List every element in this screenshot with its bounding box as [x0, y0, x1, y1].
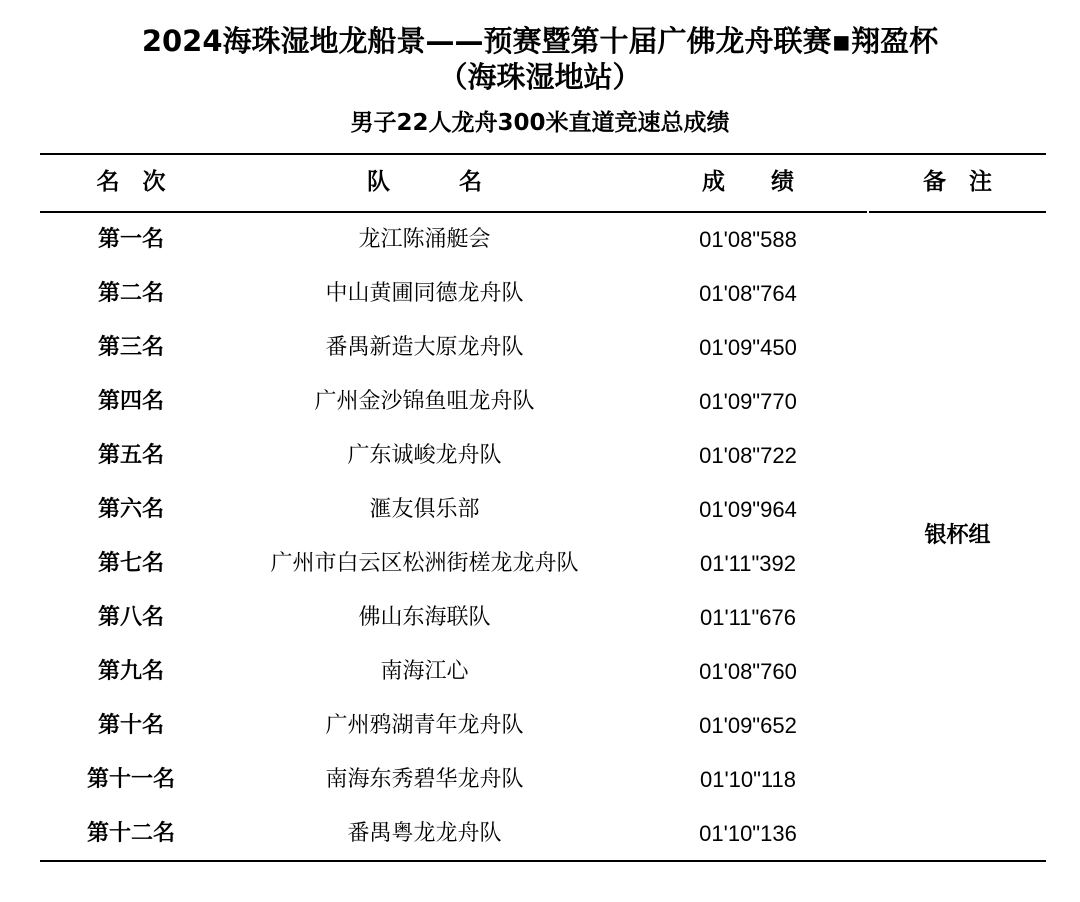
rank-cell: 第一名 — [97, 227, 164, 252]
score-cell: 01'09"964 — [699, 497, 797, 522]
table-row — [0, 753, 1080, 807]
table-row — [0, 699, 1080, 753]
table-row — [0, 591, 1080, 645]
team-cell: 中山黄圃同德龙舟队 — [325, 281, 524, 306]
page-subtitle: 男子22人龙舟300米直道竞速总成绩 — [350, 110, 730, 136]
header-team: 队 名 — [367, 169, 482, 195]
table-row — [0, 375, 1080, 429]
rank-cell: 第七名 — [97, 551, 164, 576]
table-top-rule — [40, 153, 1046, 155]
group-note: 银杯组 — [924, 523, 991, 548]
rank-cell: 第十二名 — [86, 821, 175, 846]
team-cell: 南海东秀碧华龙舟队 — [325, 767, 524, 792]
rank-cell: 第六名 — [97, 497, 164, 522]
team-cell: 滙友俱乐部 — [369, 497, 480, 522]
score-cell: 01'10"118 — [699, 767, 797, 792]
table-row — [0, 645, 1080, 699]
score-cell: 01'09"770 — [699, 389, 797, 414]
team-cell: 广州金沙锦鱼咀龙舟队 — [314, 389, 535, 414]
score-cell: 01'08"764 — [699, 281, 797, 306]
page-title-venue: （海珠湿地站） — [438, 60, 642, 94]
score-cell: 01'08"722 — [699, 443, 797, 468]
score-cell: 01'09"652 — [699, 713, 797, 738]
team-cell: 广州市白云区松洲街槎龙龙舟队 — [270, 551, 579, 576]
rank-cell: 第九名 — [97, 659, 164, 684]
score-cell: 01'10"136 — [699, 821, 797, 846]
team-cell: 佛山东海联队 — [358, 605, 491, 630]
rank-cell: 第十一名 — [86, 767, 175, 792]
score-cell: 01'08"760 — [699, 659, 797, 684]
team-cell: 广州鸦湖青年龙舟队 — [325, 713, 524, 738]
header-score: 成 绩 — [702, 169, 794, 195]
score-cell: 01'11"392 — [699, 551, 797, 576]
header-note: 备 注 — [923, 169, 992, 195]
page-title: 2024海珠湿地龙船景——预赛暨第十届广佛龙舟联赛▪翔盈杯 — [141, 24, 939, 58]
rank-cell: 第十名 — [97, 713, 164, 738]
rank-cell: 第四名 — [97, 389, 164, 414]
table-row — [0, 321, 1080, 375]
team-cell: 南海江心 — [380, 659, 469, 684]
team-cell: 番禺粤龙龙舟队 — [347, 821, 502, 846]
table-row — [0, 267, 1080, 321]
rank-cell: 第二名 — [97, 281, 164, 306]
rank-cell: 第五名 — [97, 443, 164, 468]
header-rank: 名 次 — [96, 169, 166, 195]
team-cell: 龙江陈涌艇会 — [358, 227, 491, 252]
table-row — [0, 213, 1080, 267]
score-cell: 01'11"676 — [699, 605, 797, 630]
table-row — [0, 807, 1080, 861]
team-cell: 番禺新造大原龙舟队 — [325, 335, 524, 360]
rank-cell: 第八名 — [97, 605, 164, 630]
score-cell: 01'08"588 — [699, 227, 797, 252]
table-row — [0, 429, 1080, 483]
score-cell: 01'09"450 — [699, 335, 797, 360]
table-bottom-rule — [40, 860, 1046, 862]
rank-cell: 第三名 — [97, 335, 164, 360]
team-cell: 广东诚峻龙舟队 — [347, 443, 502, 468]
